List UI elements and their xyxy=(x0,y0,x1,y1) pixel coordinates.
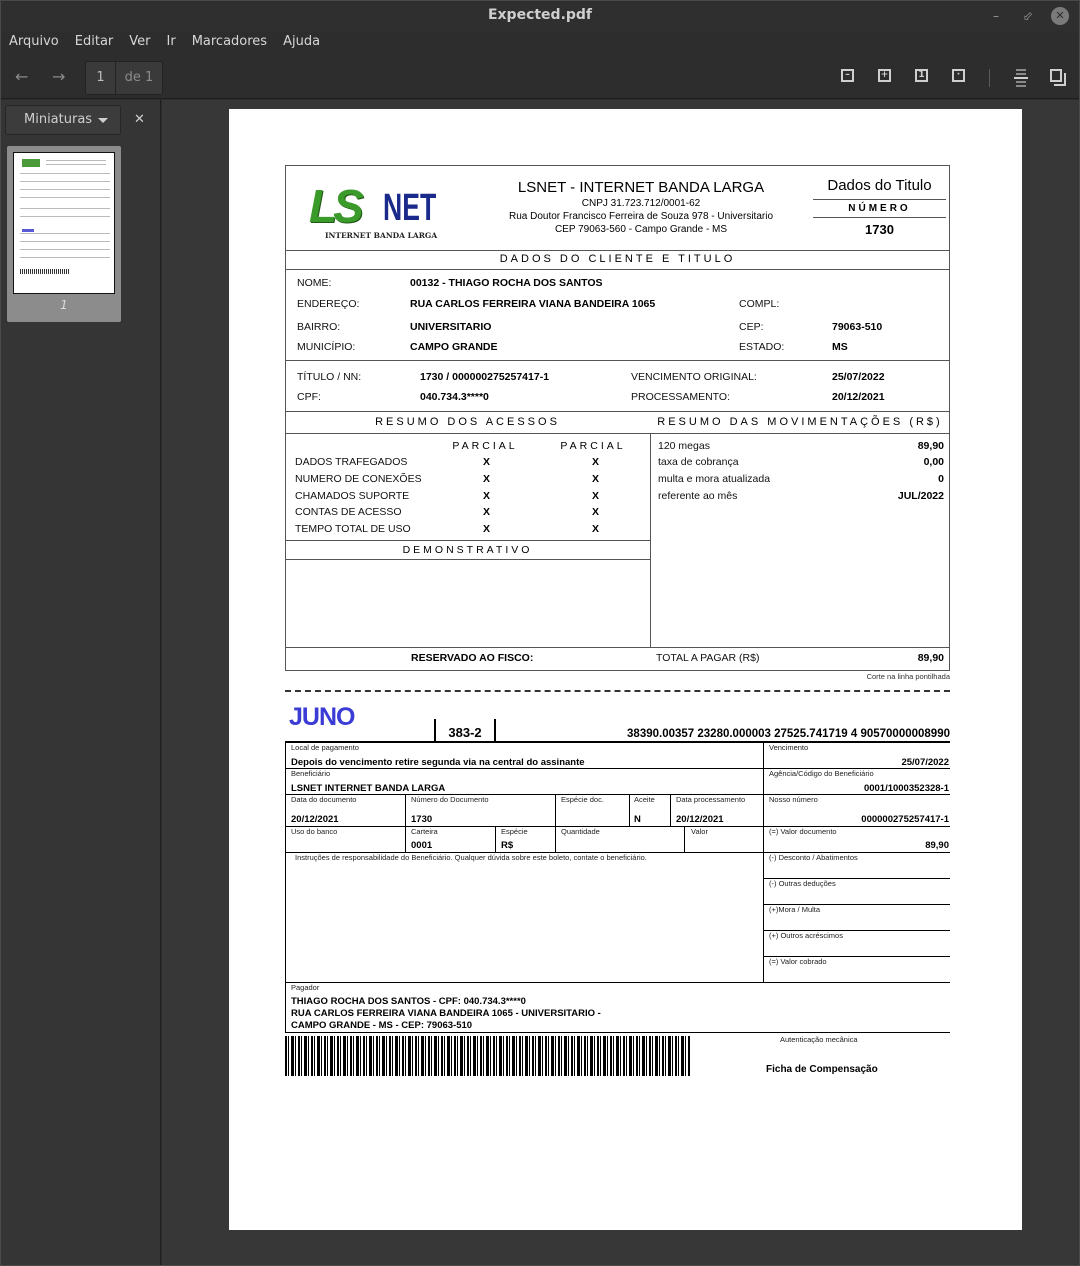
data-documento-label: Data do documento xyxy=(291,795,357,804)
zoom-in-icon[interactable]: + xyxy=(878,69,891,82)
nosso-numero-label: Nosso número xyxy=(769,795,818,804)
bairro-value: UNIVERSITARIO xyxy=(410,321,492,333)
movimentacao-label: taxa de cobrança xyxy=(658,456,739,468)
especie-value: R$ xyxy=(501,840,514,851)
corte-note: Corte na linha pontilhada xyxy=(866,672,950,681)
local-pagamento-label: Local de pagamento xyxy=(291,743,359,752)
movimentacao-label: multa e mora atualizada xyxy=(658,473,771,485)
processamento-label: PROCESSAMENTO: xyxy=(631,391,730,403)
especie-doc-label: Espécie doc. xyxy=(561,795,604,804)
movimentacao-value: 0 xyxy=(938,473,944,485)
zoom-out-icon[interactable]: – xyxy=(841,69,854,82)
movimentacao-value: 89,90 xyxy=(917,440,944,452)
minimize-button[interactable]: – xyxy=(993,9,999,23)
restore-button[interactable]: ⬃ xyxy=(1022,9,1034,23)
movimentacao-value: JUL/2022 xyxy=(897,490,944,502)
quantidade-label: Quantidade xyxy=(561,827,600,836)
autenticacao-mecanica: Autenticação mecânica xyxy=(780,1035,858,1044)
valor-documento-label: (=) Valor documento xyxy=(769,827,837,836)
acessos-row-value: X xyxy=(483,473,491,485)
fit-page-icon[interactable]: · xyxy=(952,69,965,82)
nome-label: NOME: xyxy=(297,277,332,289)
page-navigator xyxy=(85,61,163,95)
acessos-row-value: X xyxy=(483,506,491,518)
cut-line xyxy=(285,690,950,692)
bank-code: 383-2 xyxy=(448,725,482,740)
endereco-label: ENDEREÇO: xyxy=(297,298,360,310)
dual-page-icon[interactable] xyxy=(1050,69,1066,86)
toolbar-separator xyxy=(989,69,990,87)
acessos-col-parcial-2: PARCIAL xyxy=(560,440,626,452)
outras-deducoes-label: (-) Outras deduções xyxy=(769,879,836,888)
municipio-value: CAMPO GRANDE xyxy=(410,341,498,353)
titulo-nn-label: TÍTULO / NN: xyxy=(297,371,362,383)
cep-value: 79063-510 xyxy=(832,321,883,333)
estado-label: ESTADO: xyxy=(739,341,785,353)
data-processamento-value: 20/12/2021 xyxy=(676,814,724,825)
titulo-header: Dados do Titulo xyxy=(827,177,932,194)
vencimento-original-label: VENCIMENTO ORIGINAL: xyxy=(631,371,757,383)
company-name: LSNET - INTERNET BANDA LARGA xyxy=(517,179,765,196)
acessos-col-parcial-1: PARCIAL xyxy=(452,440,518,452)
logo-tagline: INTERNET BANDA LARGA xyxy=(325,231,438,240)
vencimento-original-value: 25/07/2022 xyxy=(832,371,885,383)
title-bar xyxy=(1,1,1079,31)
pagador-line-3: CAMPO GRANDE - MS - CEP: 79063-510 xyxy=(291,1020,473,1031)
outros-acrescimos-label: (+) Outros acréscimos xyxy=(769,931,843,940)
aceite-value: N xyxy=(634,814,641,825)
municipio-label: MUNICÍPIO: xyxy=(297,341,356,353)
continuous-scroll-icon[interactable] xyxy=(1014,69,1028,87)
acessos-row-label: DADOS TRAFEGADOS xyxy=(295,456,408,468)
juno-logo: JUNO xyxy=(289,703,355,731)
compl-label: COMPL: xyxy=(739,298,780,310)
instrucoes-text: Instruções de responsabilidade do Beneficiário. Qualquer dúvida sobre este boleto, contate o beneficiário. xyxy=(295,853,647,862)
acessos-row-value: X xyxy=(592,456,600,468)
agencia-value: 0001/1000352328-1 xyxy=(863,783,949,794)
bairro-label: BAIRRO: xyxy=(297,321,341,333)
aceite-label: Aceite xyxy=(634,795,655,804)
acessos-row-value: X xyxy=(592,506,600,518)
logo-ls: LS xyxy=(309,180,360,232)
forward-arrow-icon[interactable]: → xyxy=(52,67,66,86)
sidebar-mode-label: Miniaturas xyxy=(24,112,93,127)
menu-arquivo[interactable]: Arquivo xyxy=(9,34,59,49)
window-title: Expected.pdf xyxy=(487,7,593,23)
uso-banco-label: Uso do banco xyxy=(291,827,338,836)
estado-value: MS xyxy=(832,341,848,353)
acessos-row-value: X xyxy=(592,473,600,485)
nosso-numero-value: 000000275257417-1 xyxy=(861,814,949,825)
page-total: de 1 xyxy=(124,70,154,85)
numero-documento-label: Número do Documento xyxy=(411,795,489,804)
valor-cobrado-label: (=) Valor cobrado xyxy=(769,957,827,966)
menu-ajuda[interactable]: Ajuda xyxy=(283,34,321,49)
pagador-line-1: THIAGO ROCHA DOS SANTOS - CPF: 040.734.3****0 xyxy=(291,996,526,1007)
acessos-header: RESUMO DOS ACESSOS xyxy=(375,416,560,428)
sidebar-mode-dropdown[interactable] xyxy=(5,105,121,135)
menu-ver[interactable]: Ver xyxy=(129,34,151,49)
barcode xyxy=(285,1036,690,1076)
acessos-row-label: NUMERO DE CONEXÕES xyxy=(295,473,422,485)
back-arrow-icon[interactable]: ← xyxy=(15,67,29,86)
cep-label: CEP: xyxy=(739,321,764,333)
titulo-numero: 1730 xyxy=(865,222,894,237)
demonstrativo-header: DEMONSTRATIVO xyxy=(402,544,533,556)
menu-ir[interactable]: Ir xyxy=(166,34,176,49)
menu-bar xyxy=(1,31,328,55)
total-value: 89,90 xyxy=(917,652,944,664)
company-cep-city: CEP 79063-560 - Campo Grande - MS xyxy=(554,224,728,235)
data-processamento-label: Data processamento xyxy=(676,795,746,804)
data-documento-value: 20/12/2021 xyxy=(291,814,339,825)
thumbnail-page-number: 1 xyxy=(60,298,68,312)
acessos-row-label: TEMPO TOTAL DE USO xyxy=(295,523,411,535)
vencimento-value: 25/07/2022 xyxy=(901,757,949,768)
beneficiario-label: Beneficiário xyxy=(291,769,331,778)
page-thumbnail[interactable] xyxy=(7,146,121,322)
pagador-line-2: RUA CARLOS FERREIRA VIANA BANDEIRA 1065 - UNIVERSITARIO - xyxy=(291,1008,601,1019)
endereco-value: RUA CARLOS FERREIRA VIANA BANDEIRA 1065 xyxy=(410,298,656,310)
reservado-fisco: RESERVADO AO FISCO: xyxy=(411,652,534,664)
desconto-label: (-) Desconto / Abatimentos xyxy=(769,853,858,862)
chevron-down-icon xyxy=(98,118,108,123)
acessos-row-label: CHAMADOS SUPORTE xyxy=(295,490,410,502)
close-sidebar-icon[interactable]: ✕ xyxy=(134,112,145,127)
beneficiario-value: LSNET INTERNET BANDA LARGA xyxy=(291,783,446,794)
agencia-label: Agência/Código do Beneficiário xyxy=(769,769,874,778)
acessos-row-label: CONTAS DE ACESSO xyxy=(295,506,402,518)
menu-marcadores[interactable]: Marcadores xyxy=(191,34,268,49)
local-pagamento-value: Depois do vencimento retire segunda via na central do assinante xyxy=(291,757,585,768)
valor-documento-value: 89,90 xyxy=(925,840,949,851)
movimentacao-label: 120 megas xyxy=(658,440,710,452)
pdf-page xyxy=(229,109,1022,1230)
thumbnail-preview xyxy=(13,152,115,294)
especie-label: Espécie xyxy=(501,827,528,836)
nome-value: 00132 - THIAGO ROCHA DOS SANTOS xyxy=(410,277,603,289)
mora-multa-label: (+)Mora / Multa xyxy=(769,905,821,914)
acessos-row-value: X xyxy=(483,456,491,468)
company-address: Rua Doutor Francisco Ferreira de Souza 978 - Universitario xyxy=(509,211,773,222)
ficha-compensacao: Ficha de Compensação xyxy=(766,1064,878,1075)
linha-digitavel: 38390.00357 23280.000003 27525.741719 4 90570000008990 xyxy=(627,728,950,740)
movimentacao-label: referente ao mês xyxy=(658,490,738,502)
close-button[interactable]: ✕ xyxy=(1051,7,1069,25)
sidebar xyxy=(1,100,161,1265)
toolbar xyxy=(1,59,1079,99)
acessos-row-value: X xyxy=(483,490,491,502)
acessos-row-value: X xyxy=(592,490,600,502)
acessos-row-value: X xyxy=(592,523,600,535)
valor-label: Valor xyxy=(691,827,708,836)
cliente-section-header: DADOS DO CLIENTE E TITULO xyxy=(499,253,736,265)
lsnet-logo xyxy=(307,173,457,241)
numero-documento-value: 1730 xyxy=(411,814,433,825)
movimentacao-value: 0,00 xyxy=(923,456,944,468)
original-size-icon[interactable]: 1 xyxy=(915,69,928,82)
vencimento-label: Vencimento xyxy=(769,743,809,752)
numero-label: NÚMERO xyxy=(848,203,911,214)
menu-editar[interactable]: Editar xyxy=(74,34,114,49)
current-page-input[interactable]: 1 xyxy=(86,62,116,94)
pagador-label: Pagador xyxy=(291,983,320,992)
movimentacoes-header: RESUMO DAS MOVIMENTAÇÕES (R$) xyxy=(657,416,943,428)
logo-net: NET xyxy=(383,187,437,229)
processamento-value: 20/12/2021 xyxy=(832,391,885,403)
company-cnpj: CNPJ 31.723.712/0001-62 xyxy=(581,198,701,209)
titulo-nn-value: 1730 / 000000275257417-1 xyxy=(420,371,550,383)
carteira-value: 0001 xyxy=(411,840,433,851)
carteira-label: Carteira xyxy=(411,827,438,836)
cpf-value: 040.734.3****0 xyxy=(420,391,489,403)
total-label: TOTAL A PAGAR (R$) xyxy=(656,652,760,664)
cpf-label: CPF: xyxy=(297,391,321,403)
acessos-row-value: X xyxy=(483,523,491,535)
